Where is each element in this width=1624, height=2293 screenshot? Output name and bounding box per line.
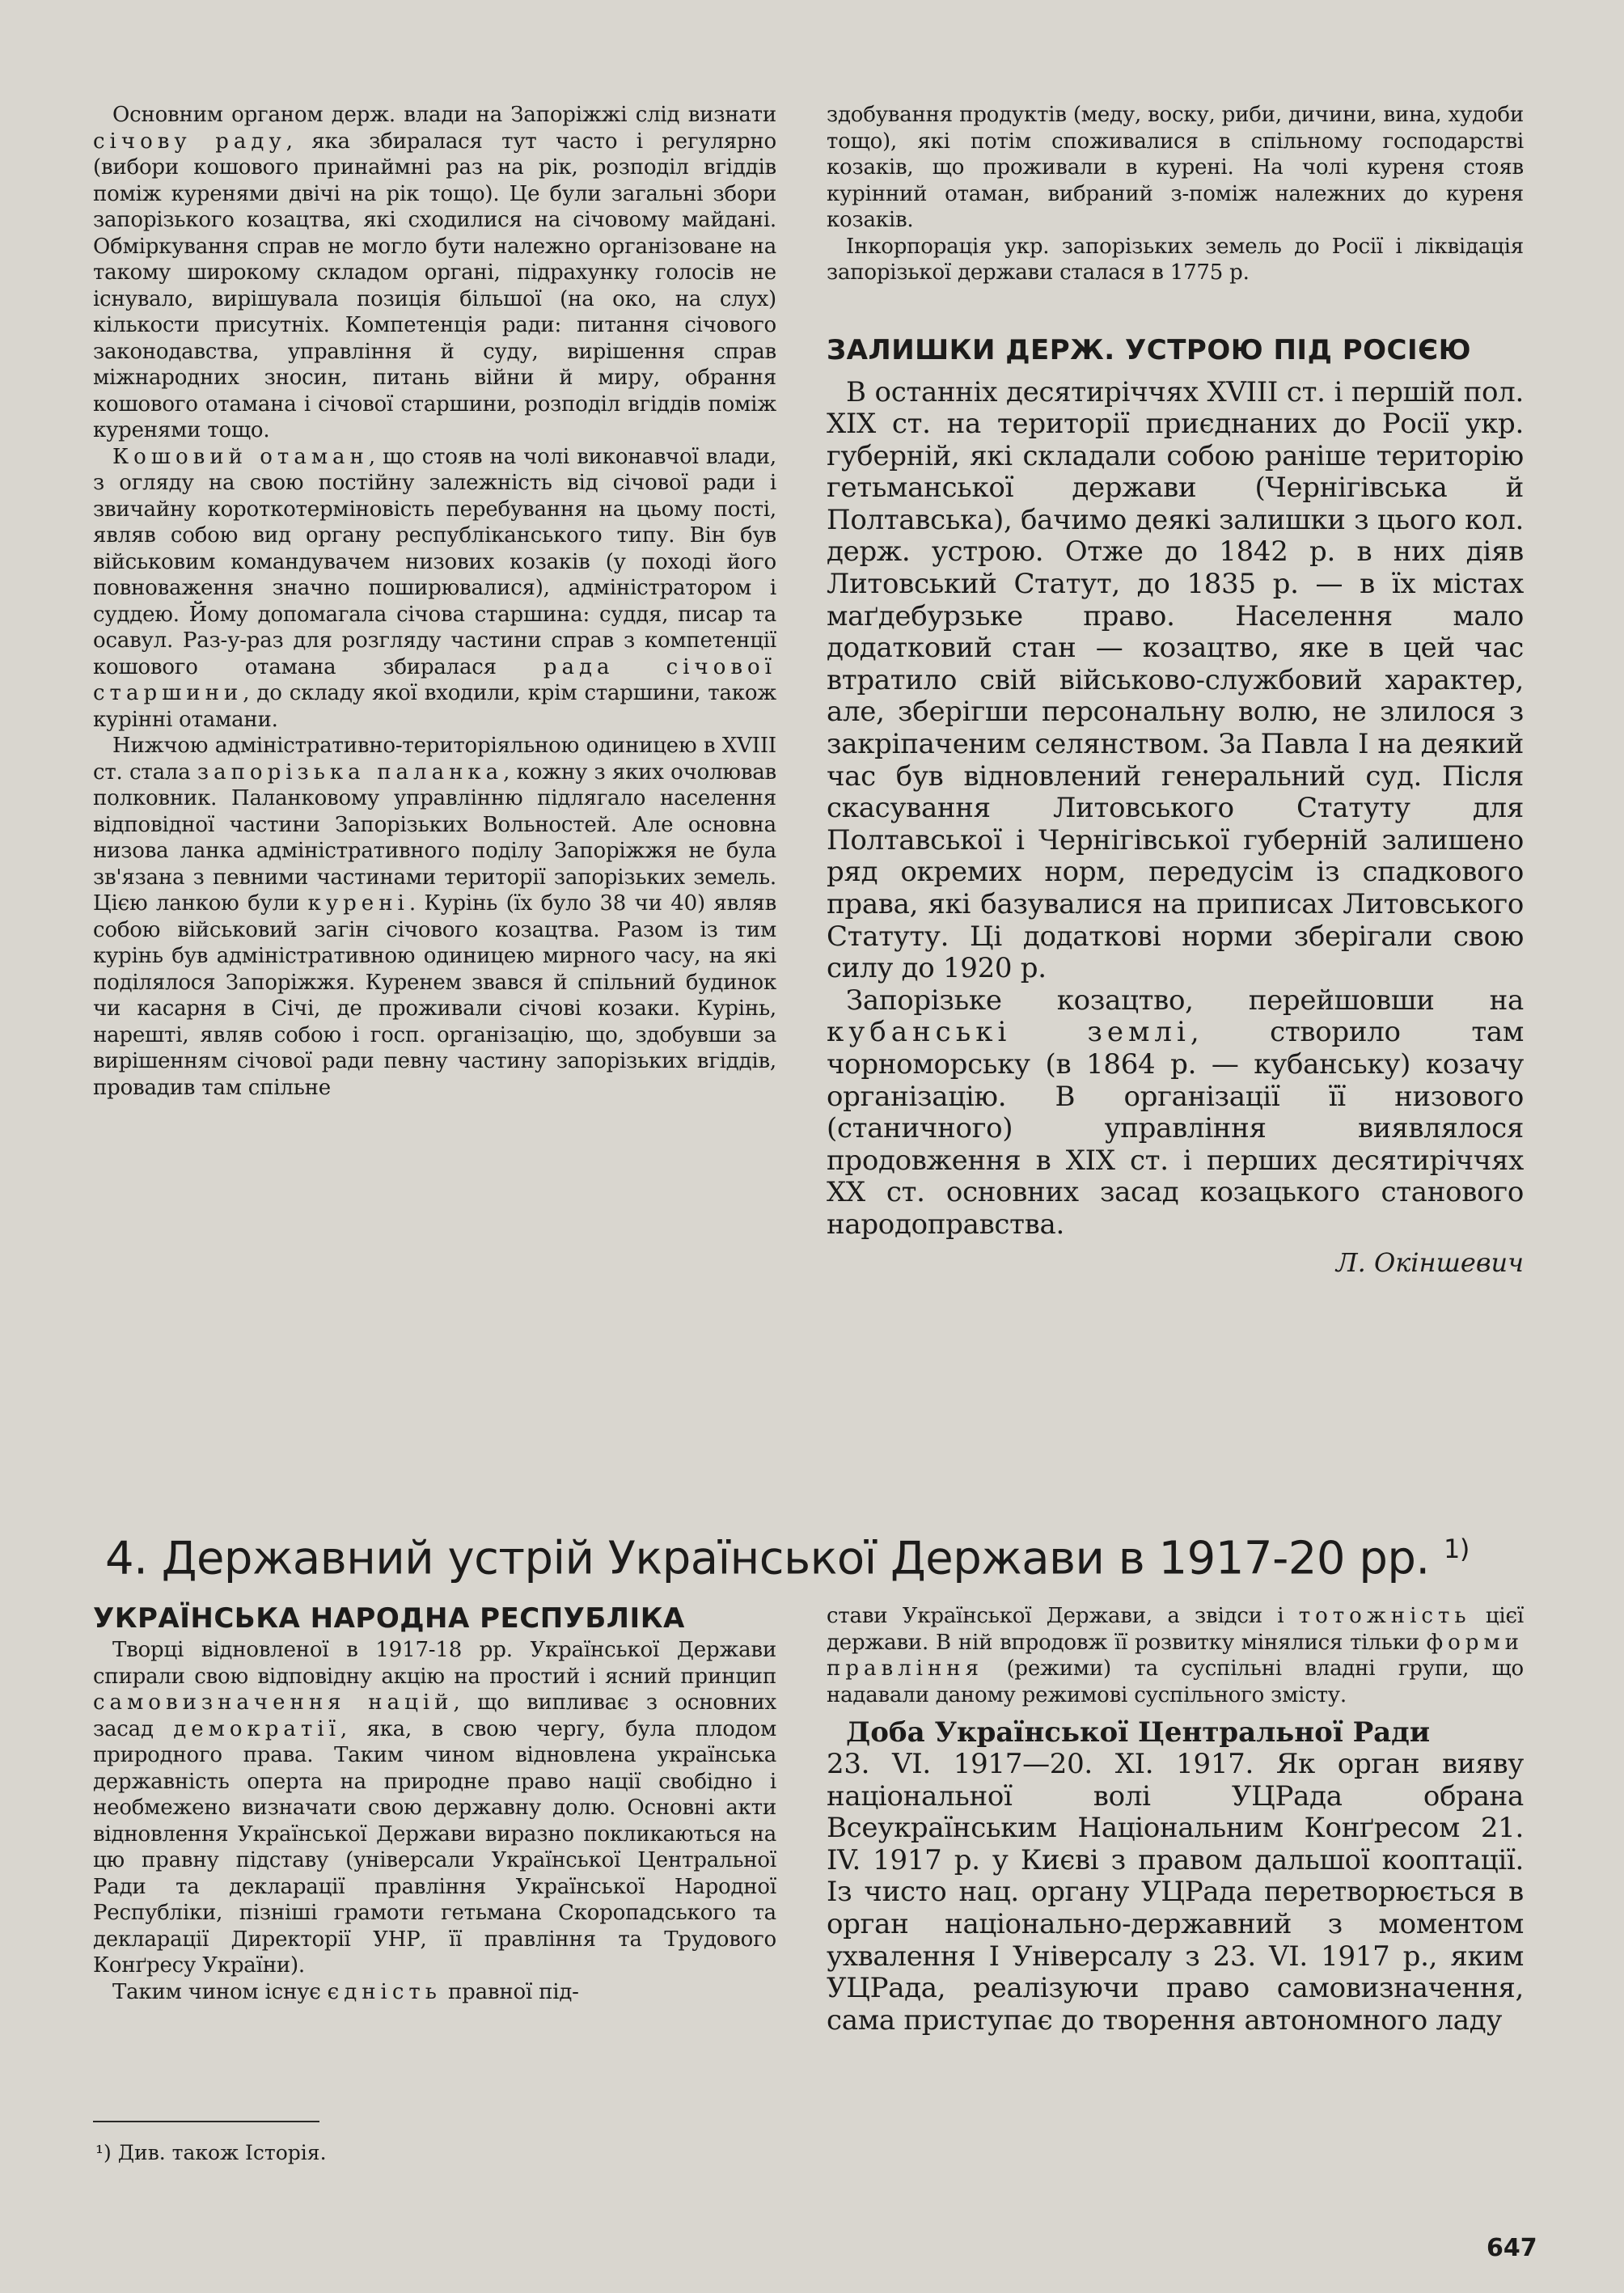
left-column (93, 102, 776, 1101)
page-number: 647 (1487, 2234, 1537, 2262)
text: , до складу якої входили, крім старшини, також курінні отамани. (93, 681, 776, 732)
spaced-term: рада січової старшини (93, 654, 776, 705)
paragraph-self-determination (93, 1637, 776, 1979)
text: цієї держави. В ній впродовж її розвитку мінялися тільки (827, 1604, 1524, 1655)
footnote: ¹) Див. також Історія. (95, 2141, 327, 2164)
text: . Курінь (їх було 38 чи 40) являв собою військовий загін січового козацтва. Разом із тим курінь був адміністративною одиницею мирного часу, на які поділялося Запоріжжя. Куренем звався й спільний будинок чи касарня в Січі, де проживали січові козаки. Курінь, нарешті, являв собою і госп. організацію, що, здобувши за вирішенням січової ради певну частину запорізьких вгіддів, провадив там спільне (93, 891, 777, 1100)
text: Основним органом держ. влади на Запоріжжі слід визнати (112, 103, 776, 127)
text: , кожну з яких очолював полковник. Паланковому управлінню підлягало населення відповідної частини Запорізьких Вольностей. Але основна низова ланка адміністративного поділу Запоріжжя не була зв'язана з певними частинами території запорізьких земель. Цією ланкою були (93, 759, 776, 916)
title-text: 4. Державний устрій Української Держави в 1917-20 рр. (105, 1532, 1430, 1585)
spaced-term: запорізька паланка (197, 759, 504, 785)
paragraph-unity (93, 1979, 776, 2006)
spaced-term: форми правління (827, 1630, 1524, 1681)
section-heading-unr: УКРАЇНСЬКА НАРОДНА РЕСПУБЛІКА (93, 1602, 685, 1635)
bottom-left-column (93, 1603, 776, 2005)
author-signature: Л. Окіншевич (1335, 1246, 1524, 1278)
paragraph-sich-rada (93, 102, 776, 444)
paragraph-kuban (827, 985, 1524, 1242)
paragraph-palanka (93, 733, 776, 1101)
spaced-term: курені (307, 891, 409, 916)
paragraph-identity (827, 1603, 1524, 1708)
paragraph-incorporation: Інкорпорація укр. запорізьких земель до Росії і ліквідація запорізької держави сталася в 1775 р. (827, 234, 1524, 285)
spaced-term: демократії (173, 1716, 340, 1741)
text: , яка, в свою чергу, була плодом природного права. Таким чином відновлена українська державність оперта на природне право нації свобідно і необмежено визначати свою державну долю. Основні акти відновлення Української Держави виразно покликаються на цю правну підставу (універсали Української Центральної Ради та декларації правління Української Народної Республіки, пізніші грамоти гетьмана Скоропадського та декларації Директорії УНР, її правління та Трудового Конґресу України). (93, 1716, 776, 1978)
paragraph-kurin-continued: здобування продуктів (меду, воску, риби, дичини, вина, худоби тощо), які потім споживалися в спільному господарстві козаків, що проживали в курені. На чолі куреня стояв курінний отаман, вибраний з-поміж належних до куреня козаків. (827, 103, 1524, 232)
right-column (827, 102, 1524, 1279)
text: , створило там чорноморську (в 1864 р. — кубанську) козачу організацію. В організації її низового (станичного) управління виявлялося продовження в XIX ст. і перших десятиріччях XX ст. основних засад козацького станового народоправства. (827, 1016, 1524, 1241)
text: Запорізьке козацтво, перейшовши на (846, 984, 1524, 1017)
text: Творці відновленої в 1917-18 рр. Української Держави спирали свою відповідну акцію на простий і ясний принцип (93, 1638, 776, 1689)
spaced-term: Кошовий отаман (112, 444, 369, 469)
spaced-term: кубанські землі (827, 1016, 1191, 1049)
spaced-term: самовизначення націй (93, 1690, 454, 1715)
text: стави Української Держави, а звідси і (827, 1604, 1299, 1628)
text: , що стояв на чолі виконавчої влади, з огляду на свою постійну залежність від січової ради і звичайну короткотерміновість перебування на цьому пості, являв собою вид органу республіканського типу. Він був військовим командувачем низових козаків (у поході його повноваження значно поширювалися), адміністратором і суддею. Йому допомагала січова старшина: суддя, писар та осавул. Раз-у-раз для розгляду частини справ з компетенції кошового отамана збиралася (93, 444, 776, 679)
paragraph-koshovyi (93, 444, 776, 734)
text: (режими) та суспільні владні групи, що надавали даному режимові суспільного змісту. (827, 1656, 1524, 1707)
paragraph-remnants: В останніх десятиріччях XVIII ст. і першій пол. XIX ст. на території приєднаних до Росії укр. губерній, які складали собою раніше територію гетьманської держави (Чернігівська й Полтавська), бачимо деякі залишки з цього кол. держ. устрою. Отже до 1842 р. в них діяв Литовський Статут, до 1835 р. — в їх містах маґдебурзьке право. Населення мало додатковий стан — козацтво, яке в цей час втратило свій військово-службовий характер, але, зберігши персональну волю, не злилося з закріпаченим селянством. За Павла І на деякий час був відновлений генеральний суд. Після скасування Литовського Статуту для Полтавської і Чернігівської губерній залишено ряд окремих норм, передусім із спадкового права, які базувалися на приписах Литовського Статуту. Ці додаткові норми зберігали свою силу до 1920 р. (827, 375, 1524, 985)
text: , що випливає з основних засад (93, 1690, 777, 1741)
spaced-term: січову раду (93, 129, 286, 154)
footnote-mark: 1) (1444, 1534, 1470, 1564)
spaced-term: тотожність (1298, 1604, 1471, 1628)
spaced-term: єдність (327, 1979, 442, 2004)
section-4-title (105, 1521, 1545, 1588)
footnote-rule (93, 2121, 319, 2122)
text: правної під- (441, 1979, 579, 2004)
text: Таким чином існує (112, 1979, 328, 2004)
section-heading-remnants: ЗАЛИШКИ ДЕРЖ. УСТРОЮ ПІД РОСІЄЮ (827, 333, 1471, 366)
bottom-right-column (827, 1603, 1524, 2037)
text: , яка збиралася тут часто і регулярно (вибори кошового принаймні раз на рік, розподіл вгіддів поміж куренями двічі на рік тощо). Це були загальні збори запорізького козацтва, які сходилися на січовому майдані. Обміркування справ не могло бути належно організоване на такому широкому складом органі, підрахунку голосів не існувало, вирішувала позиція більшої (на око, на слух) кількости присутніх. Компетенція ради: питання січового законодавства, управління й суду, вирішення справ міжнародних зносин, питань війни й миру, обрання кошового отамана і січової старшини, розподіл вгіддів поміж куренями тощо. (93, 129, 777, 442)
subheading-central-rada: Доба Української Центральної Ради (846, 1716, 1431, 1749)
paragraph-central-rada: 23. VI. 1917—20. XI. 1917. Як орган вияву національної волі УЦРада обрана Всеукраїнським Національним Конґресом 21. IV. 1917 р. у Києві з правом дальшої кооптації. Із чисто нац. органу УЦРада перетворюється в орган національно-державний з моментом ухвалення І Універсалу з 23. VI. 1917 р., яким УЦРада, реалізуючи право самовизначення, сама приступає до творення автономного ладу (827, 1748, 1524, 2037)
text: Нижчою адміністративно-територіяльною одиницею в XVIII ст. стала (93, 734, 776, 785)
